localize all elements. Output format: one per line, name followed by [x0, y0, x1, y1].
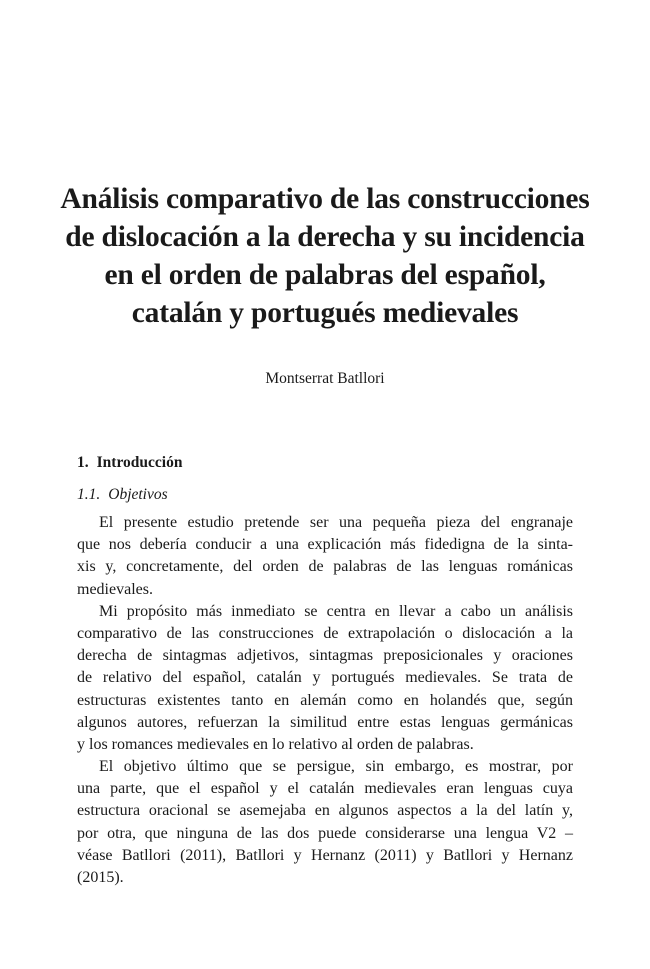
- text-line: El objetivo último que se persigue, sin embargo, es mostrar, por: [99, 758, 573, 776]
- title-line: de dislocación a la derecha y su incidencia: [65, 221, 585, 253]
- section-heading: [77, 454, 182, 472]
- paper-title: [60, 180, 590, 332]
- title-line: en el orden de palabras del español,: [104, 259, 546, 291]
- text-line: derecha de sintagmas adjetivos, sintagmas preposicionales y oraciones: [77, 647, 573, 665]
- text-line: Mi propósito más inmediato se centra en llevar a cabo un análisis: [99, 602, 573, 620]
- text-line: xis y, concretamente, del orden de palabras de las lenguas románicas: [77, 558, 573, 576]
- title-line: catalán y portugués medievales: [131, 297, 519, 329]
- text-line: de relativo del español, catalán y portugués medievales. Se trata de: [77, 669, 573, 687]
- text-line: por otra, que ninguna de las dos puede considerarse una lengua V2 –: [77, 824, 573, 842]
- text-line: una parte, que el español y el catalán medievales eran lenguas cuya: [77, 780, 573, 798]
- subsection-heading: [77, 486, 168, 504]
- section-number: 1.: [77, 454, 89, 471]
- text-line: (2015).: [77, 869, 124, 886]
- body-text: [77, 512, 573, 889]
- paragraph: [77, 601, 573, 756]
- text-line: medievales.: [77, 580, 153, 598]
- text-line: véase Batllori (2011), Batllori y Hernanz (2011) y Batllori y Hernanz: [77, 846, 573, 864]
- title-line: Análisis comparativo de las construcciones: [60, 183, 590, 215]
- subsection-number: 1.1.: [77, 486, 101, 503]
- text-line: estructura oracional se asemejaba en algunos aspectos a la del latín y,: [77, 802, 573, 820]
- text-line: El presente estudio pretende ser una pequeña pieza del engranaje: [99, 514, 573, 531]
- text-line: que nos debería conducir a una explicación más fidedigna de la sinta-: [77, 536, 573, 554]
- text-line: algunos autores, refuerzan la similitud entre estas lenguas germánicas: [77, 713, 573, 731]
- subsection-title: Objetivos: [108, 486, 168, 503]
- section-title: Introducción: [96, 454, 183, 471]
- author-name: Montserrat Batllori: [265, 370, 385, 387]
- paragraph: [77, 756, 573, 889]
- text-line: estructuras existentes tanto en alemán como en holandés que, según: [77, 691, 573, 709]
- text-line: comparativo de las construcciones de extrapolación o dislocación a la: [77, 624, 573, 642]
- paragraph: [77, 512, 573, 601]
- text-line: y los romances medievales en lo relativo al orden de palabras.: [77, 735, 474, 753]
